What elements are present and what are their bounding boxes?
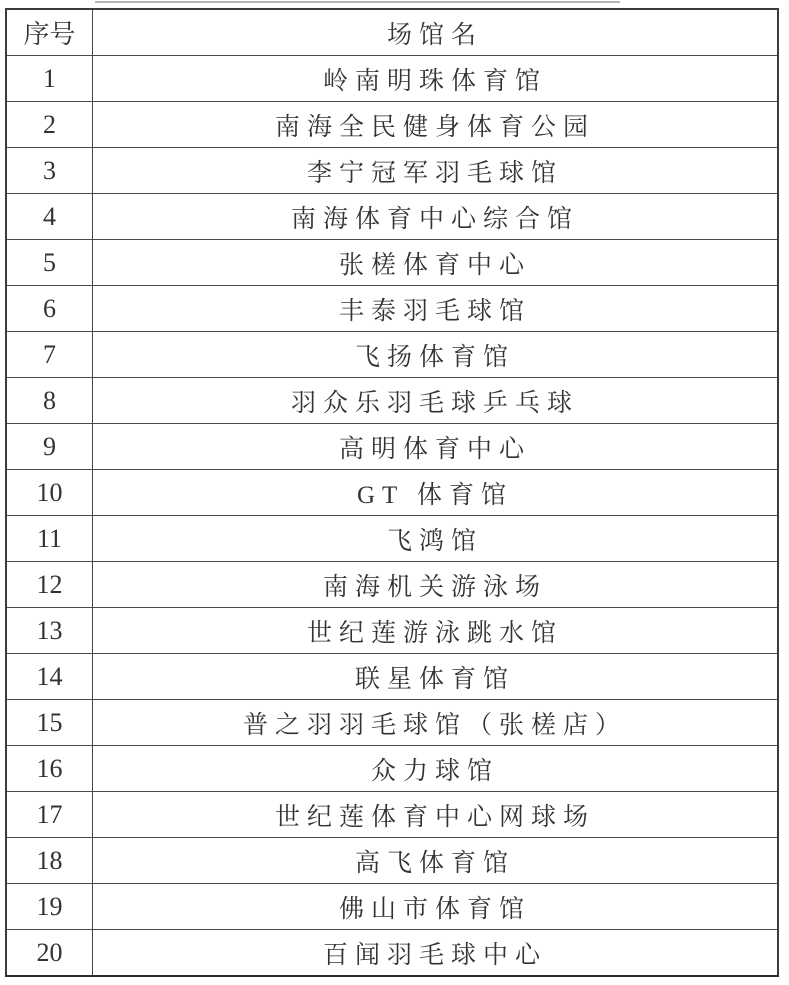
row-index: 7 [6, 332, 93, 378]
table-row [6, 102, 778, 148]
venue-name: 高明体育中心 [93, 424, 779, 470]
table-row [6, 148, 778, 194]
row-index: 1 [6, 56, 93, 102]
venue-name: 岭南明珠体育馆 [93, 56, 779, 102]
table-row [6, 654, 778, 700]
row-index: 3 [6, 148, 93, 194]
venue-name: 佛山市体育馆 [93, 884, 779, 930]
row-index: 10 [6, 470, 93, 516]
top-artifact-line [95, 1, 620, 3]
table-header-row [6, 9, 778, 56]
row-index: 5 [6, 240, 93, 286]
table-row [6, 194, 778, 240]
venue-name: 高飞体育馆 [93, 838, 779, 884]
table-row [6, 516, 778, 562]
venue-name: GT 体育馆 [93, 470, 779, 516]
venue-name: 丰泰羽毛球馆 [93, 286, 779, 332]
venue-name: 联星体育馆 [93, 654, 779, 700]
row-index: 16 [6, 746, 93, 792]
table-row [6, 56, 778, 102]
table-row [6, 930, 778, 977]
venue-name: 南海体育中心综合馆 [93, 194, 779, 240]
venue-name: 南海全民健身体育公园 [93, 102, 779, 148]
row-index: 11 [6, 516, 93, 562]
row-index: 4 [6, 194, 93, 240]
venue-table [5, 8, 779, 977]
venue-name: 世纪莲体育中心网球场 [93, 792, 779, 838]
table-row [6, 700, 778, 746]
table-row [6, 332, 778, 378]
header-venue-name: 场馆名 [93, 9, 779, 56]
row-index: 6 [6, 286, 93, 332]
table-row [6, 378, 778, 424]
table-row [6, 286, 778, 332]
venue-name: 普之羽羽毛球馆（张槎店） [93, 700, 779, 746]
venue-name: 李宁冠军羽毛球馆 [93, 148, 779, 194]
row-index: 15 [6, 700, 93, 746]
table-row [6, 838, 778, 884]
row-index: 13 [6, 608, 93, 654]
table-row [6, 240, 778, 286]
row-index: 9 [6, 424, 93, 470]
table-row [6, 608, 778, 654]
table-row [6, 424, 778, 470]
venue-name: 众力球馆 [93, 746, 779, 792]
venue-table-body [6, 56, 778, 977]
table-row [6, 746, 778, 792]
row-index: 2 [6, 102, 93, 148]
row-index: 17 [6, 792, 93, 838]
row-index: 8 [6, 378, 93, 424]
venue-name: 飞扬体育馆 [93, 332, 779, 378]
row-index: 14 [6, 654, 93, 700]
row-index: 19 [6, 884, 93, 930]
table-row [6, 470, 778, 516]
table-row [6, 562, 778, 608]
venue-name: 百闻羽毛球中心 [93, 930, 779, 977]
row-index: 20 [6, 930, 93, 977]
row-index: 12 [6, 562, 93, 608]
table-row [6, 884, 778, 930]
venue-name: 飞鸿馆 [93, 516, 779, 562]
venue-name: 羽众乐羽毛球乒乓球 [93, 378, 779, 424]
row-index: 18 [6, 838, 93, 884]
venue-name: 世纪莲游泳跳水馆 [93, 608, 779, 654]
table-row [6, 792, 778, 838]
venue-name: 张槎体育中心 [93, 240, 779, 286]
venue-name: 南海机关游泳场 [93, 562, 779, 608]
header-index: 序号 [6, 9, 93, 56]
